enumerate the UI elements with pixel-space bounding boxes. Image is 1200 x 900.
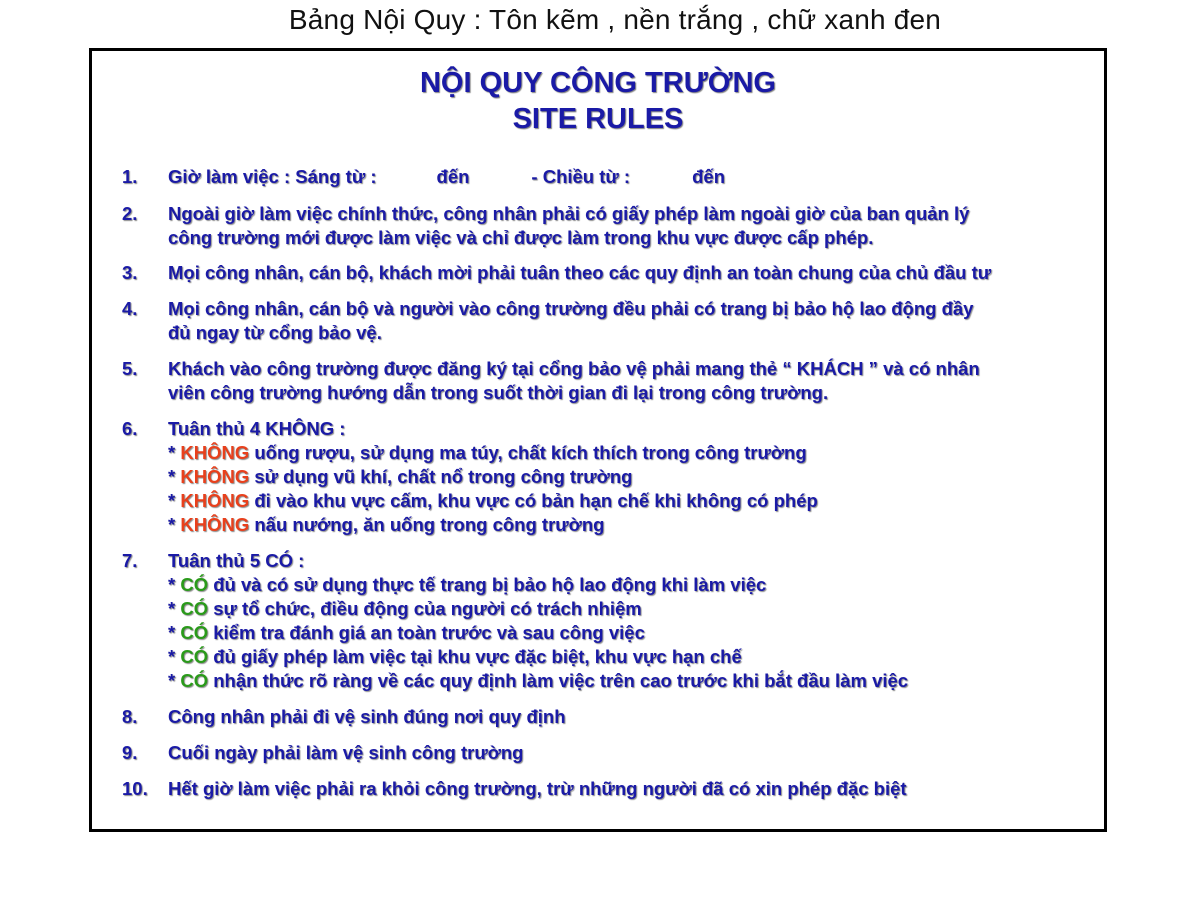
co-keyword: CÓ xyxy=(180,670,209,691)
rule-10 xyxy=(122,777,1082,801)
khong-keyword: KHÔNG xyxy=(180,490,250,511)
rule-line xyxy=(168,165,1082,189)
co-item xyxy=(168,573,1082,597)
co-keyword: CÓ xyxy=(180,622,209,643)
bullet: * xyxy=(168,466,181,487)
rule-number: 3. xyxy=(122,262,138,283)
afternoon-end-label: đến xyxy=(692,166,725,187)
co-keyword: CÓ xyxy=(180,598,209,619)
co-item xyxy=(168,669,1082,693)
rule-2 xyxy=(122,202,1082,250)
co-item xyxy=(168,597,1082,621)
bullet: * xyxy=(168,646,181,667)
bullet: * xyxy=(168,622,181,643)
afternoon-label: - Chiều từ : xyxy=(531,166,631,187)
co-item-text: đủ và có sử dụng thực tế trang bị bảo hộ lao động khi làm việc xyxy=(208,574,767,595)
khong-item xyxy=(168,489,1082,513)
rule-number: 7. xyxy=(122,550,138,571)
rule-number: 10. xyxy=(122,778,148,799)
co-item-text: sự tổ chức, điều động của người có trách nhiệm xyxy=(208,598,642,619)
rule-line: đủ ngay từ cổng bảo vệ. xyxy=(168,322,382,343)
rule-heading: Tuân thủ 4 KHÔNG : xyxy=(168,418,346,439)
rule-1 xyxy=(122,165,1082,189)
khong-item-text: uống rượu, sử dụng ma túy, chất kích thích trong công trường xyxy=(249,442,807,463)
khong-item-text: sử dụng vũ khí, chất nổ trong công trường xyxy=(249,466,633,487)
rule-line: Mọi công nhân, cán bộ và người vào công trường đều phải có trang bị bảo hộ lao động đầy xyxy=(168,298,974,319)
rule-3 xyxy=(122,261,1082,285)
bullet: * xyxy=(168,598,181,619)
khong-item-text: nấu nướng, ăn uống trong công trường xyxy=(249,514,605,535)
rule-number: 4. xyxy=(122,298,138,319)
bullet: * xyxy=(168,442,181,463)
co-item-text: đủ giấy phép làm việc tại khu vực đặc biệt, khu vực hạn chế xyxy=(208,646,742,667)
board-title-vietnamese: NỘI QUY CÔNG TRƯỜNG xyxy=(419,67,776,99)
bullet: * xyxy=(168,514,181,535)
morning-end-label: đến xyxy=(436,166,470,187)
khong-item xyxy=(168,441,1082,465)
working-hours-label: Giờ làm việc : Sáng từ : xyxy=(168,166,377,187)
khong-item xyxy=(168,465,1082,489)
rule-line: Công nhân phải đi vệ sinh đúng nơi quy định xyxy=(168,706,566,727)
rule-heading: Tuân thủ 5 CÓ : xyxy=(168,550,305,571)
co-item xyxy=(168,621,1082,645)
bullet: * xyxy=(168,574,181,595)
rule-line: Khách vào công trường được đăng ký tại cổng bảo vệ phải mang thẻ “ KHÁCH ” và có nhân xyxy=(168,358,980,379)
rule-line: Ngoài giờ làm việc chính thức, công nhân phải có giấy phép làm ngoài giờ của ban quản lý xyxy=(168,203,970,224)
co-keyword: CÓ xyxy=(180,574,209,595)
khong-keyword: KHÔNG xyxy=(180,466,250,487)
rule-number: 8. xyxy=(122,706,138,727)
rule-number: 1. xyxy=(122,166,138,187)
rule-line: Hết giờ làm việc phải ra khỏi công trường, trừ những người đã có xin phép đặc biệt xyxy=(168,778,907,799)
rule-number: 9. xyxy=(122,742,138,763)
sign-caption: Bảng Nội Quy : Tôn kẽm , nền trắng , chữ xanh đen xyxy=(288,4,942,35)
rule-6 xyxy=(122,417,1082,537)
co-item-text: nhận thức rõ ràng về các quy định làm việc trên cao trước khi bắt đầu làm việc xyxy=(208,670,909,691)
rule-line: công trường mới được làm việc và chỉ được làm trong khu vực được cấp phép. xyxy=(168,227,874,248)
khong-item xyxy=(168,513,1082,537)
rule-number: 2. xyxy=(122,203,138,224)
rule-4 xyxy=(122,297,1082,345)
khong-keyword: KHÔNG xyxy=(180,442,250,463)
co-item xyxy=(168,645,1082,669)
rule-line: Mọi công nhân, cán bộ, khách mời phải tuân theo các quy định an toàn chung của chủ đầu tư xyxy=(168,262,992,283)
rule-number: 6. xyxy=(122,418,138,439)
co-item-text: kiểm tra đánh giá an toàn trước và sau công việc xyxy=(208,622,645,643)
co-keyword: CÓ xyxy=(180,646,209,667)
rule-5 xyxy=(122,357,1082,405)
board-title-english: SITE RULES xyxy=(512,103,684,135)
rule-7 xyxy=(122,549,1082,693)
rule-line: viên công trường hướng dẫn trong suốt thời gian đi lại trong công trường. xyxy=(168,382,829,403)
bullet: * xyxy=(168,490,181,511)
khong-keyword: KHÔNG xyxy=(180,514,250,535)
rule-line: Cuối ngày phải làm vệ sinh công trường xyxy=(168,742,524,763)
bullet: * xyxy=(168,670,181,691)
rule-8 xyxy=(122,705,1082,729)
rule-number: 5. xyxy=(122,358,138,379)
rule-9 xyxy=(122,741,1082,765)
site-rules-board xyxy=(89,48,1107,832)
khong-item-text: đi vào khu vực cấm, khu vực có bản hạn chế khi không có phép xyxy=(249,490,818,511)
